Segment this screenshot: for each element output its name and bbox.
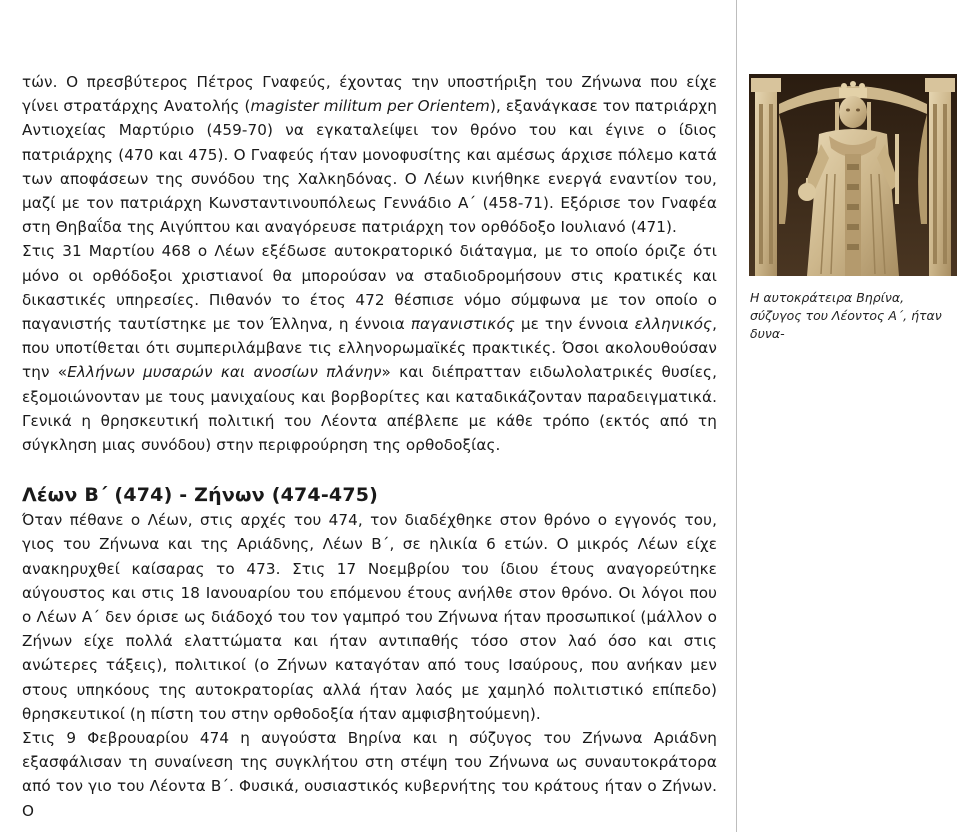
- ivory-relief-illustration: [749, 74, 957, 276]
- italic-phrase: Ελλήνων μυσαρών και ανοσίων πλάνην: [67, 363, 382, 382]
- main-text-column: [22, 70, 717, 823]
- text-run: Στις 31 Μαρτίου 468 ο Λέων εξέδωσε αυτοκρατορικό διάταγμα, με το οποίο όριζε ότι μόνο οι ορθόδοξοι χριστιανοί θα μπορούσαν να σταδιοδρομήσουν στις κρατικές και δικαστικές υπηρεσίες. Πιθανόν το έτος 472 θέσπισε νόμο σύμφωνα με τον οποίο ο παγανιστής ταυτίστηκε με τον Έλληνα, η έννοια: [22, 242, 717, 334]
- text-run: , που υποτίθεται ότι συμπεριλάμβανε τις ελληνορωμαϊκές πρακτικές. Όσοι ακολουθούσαν την «: [22, 315, 717, 382]
- paragraph-leo-ii: Όταν πέθανε ο Λέων, στις αρχές του 474, τον διαδέχθηκε στον θρόνο ο εγγονός του, γιος του Ζήνωνα και της Αριάδνης, Λέων Β΄, σε ηλικία 6 ετών. Ο μικρός Λέων είχε ανακηρυχθεί καίσαρας το 473. Στις 17 Νοεμβρίου του ίδιου έτους αναγορεύτηκε αύγουστος και στις 18 Ιανουαρίου του επόμενου έτους ανήλθε στον θρόνο. Οι λόγοι που ο Λέων Α΄ δεν όρισε ως διάδοχό του τον γαμπρό του Ζήνωνα ήταν προσωπικοί (μάλλον ο Ζήνων είχε πολλά ελαττώματα και ήταν αντιπαθής τόσο στον λαό όσο και στις ανώτερες τάξεις), πολιτικοί (ο Ζήνων καταγόταν από τους Ισαύρους, που ανήκαν μεν στους υπηκόους της αυτοκρατορίας αλλά ήταν λαός με χαμηλό πολιτιστικό επίπεδο) θρησκευτικοί (η πίστη του στην ορθοδοξία ήταν αμφισβητούμενη).: [22, 511, 717, 723]
- paragraph-verina: Στις 9 Φεβρουαρίου 474 η αυγούστα Βηρίνα και η σύζυγος του Ζήνωνα Αριάδνη εξασφάλισαν τη συναίνεση της συγκλήτου στη στέψη του Ζήνωνα ως συναυτοκράτορα από τον γιο του Λέοντα Β΄. Φυσικά, ουσιαστικός κυβερνήτης του κράτους ήταν ο Ζήνων. Ο: [22, 729, 717, 820]
- figure-caption: Η αυτοκράτειρα Βηρίνα, σύζυγος του Λέοντος Α΄, ήταν δυνα-: [750, 290, 942, 341]
- italic-phrase: παγανιστικός: [410, 315, 515, 334]
- column-divider: [736, 0, 737, 832]
- italic-phrase: magister militum per Orientem: [250, 97, 490, 116]
- empress-verina-ivory-image: [749, 74, 957, 276]
- text-run: με την έννοια: [514, 315, 635, 334]
- paragraph-gnafeus: [22, 70, 717, 239]
- paragraph-edict: [22, 239, 717, 457]
- section-heading: Λέων Β΄ (474) - Ζήνων (474-475): [22, 484, 379, 507]
- italic-phrase: ελληνικός: [634, 315, 713, 334]
- text-run: ), εξανάγκασε τον πατριάρχη Αντιοχείας Μαρτύριο (459-70) να εγκαταλείψει τον θρόνο του και έγινε ο ίδιος πατριάρχης (470 και 475). Ο Γναφεύς ήταν μονοφυσίτης και αμέσως άρχισε πόλεμο κατά των αποφάσεων της συνόδου της Χαλκηδόνας. Ο Λέων κινήθηκε ενεργά εναντίον του, μαζί με τον πατριάρχη Κωνσταντινουπόλεως Γεννάδιο Α΄ (458-71). Εξόρισε τον Γναφέα στη Θηβαΐδα της Αιγύπτου και αναγόρευσε πατριάρχη τον ορθόδοξο Ιουλιανό (471).: [22, 97, 717, 237]
- text-run: » και διέπρατταν ειδωλολατρικές θυσίες, εξομοιώνονταν με τους μανιχαίους και βορβορίτες και καταδικάζονταν παραδειγματικά. Γενικά η θρησκευτική πολιτική του Λέοντα απέβλεπε με κάθε τρόπο (εκτός από τη σύγκληση μιας συνόδου) στην περιφρούρηση της ορθοδοξίας.: [22, 363, 717, 455]
- text-run: τών. Ο πρεσβύτερος Πέτρος Γναφεύς, έχοντας την υποστήριξη του Ζήνωνα που είχε γίνει στρατάρχης Ανατολής (: [22, 73, 717, 116]
